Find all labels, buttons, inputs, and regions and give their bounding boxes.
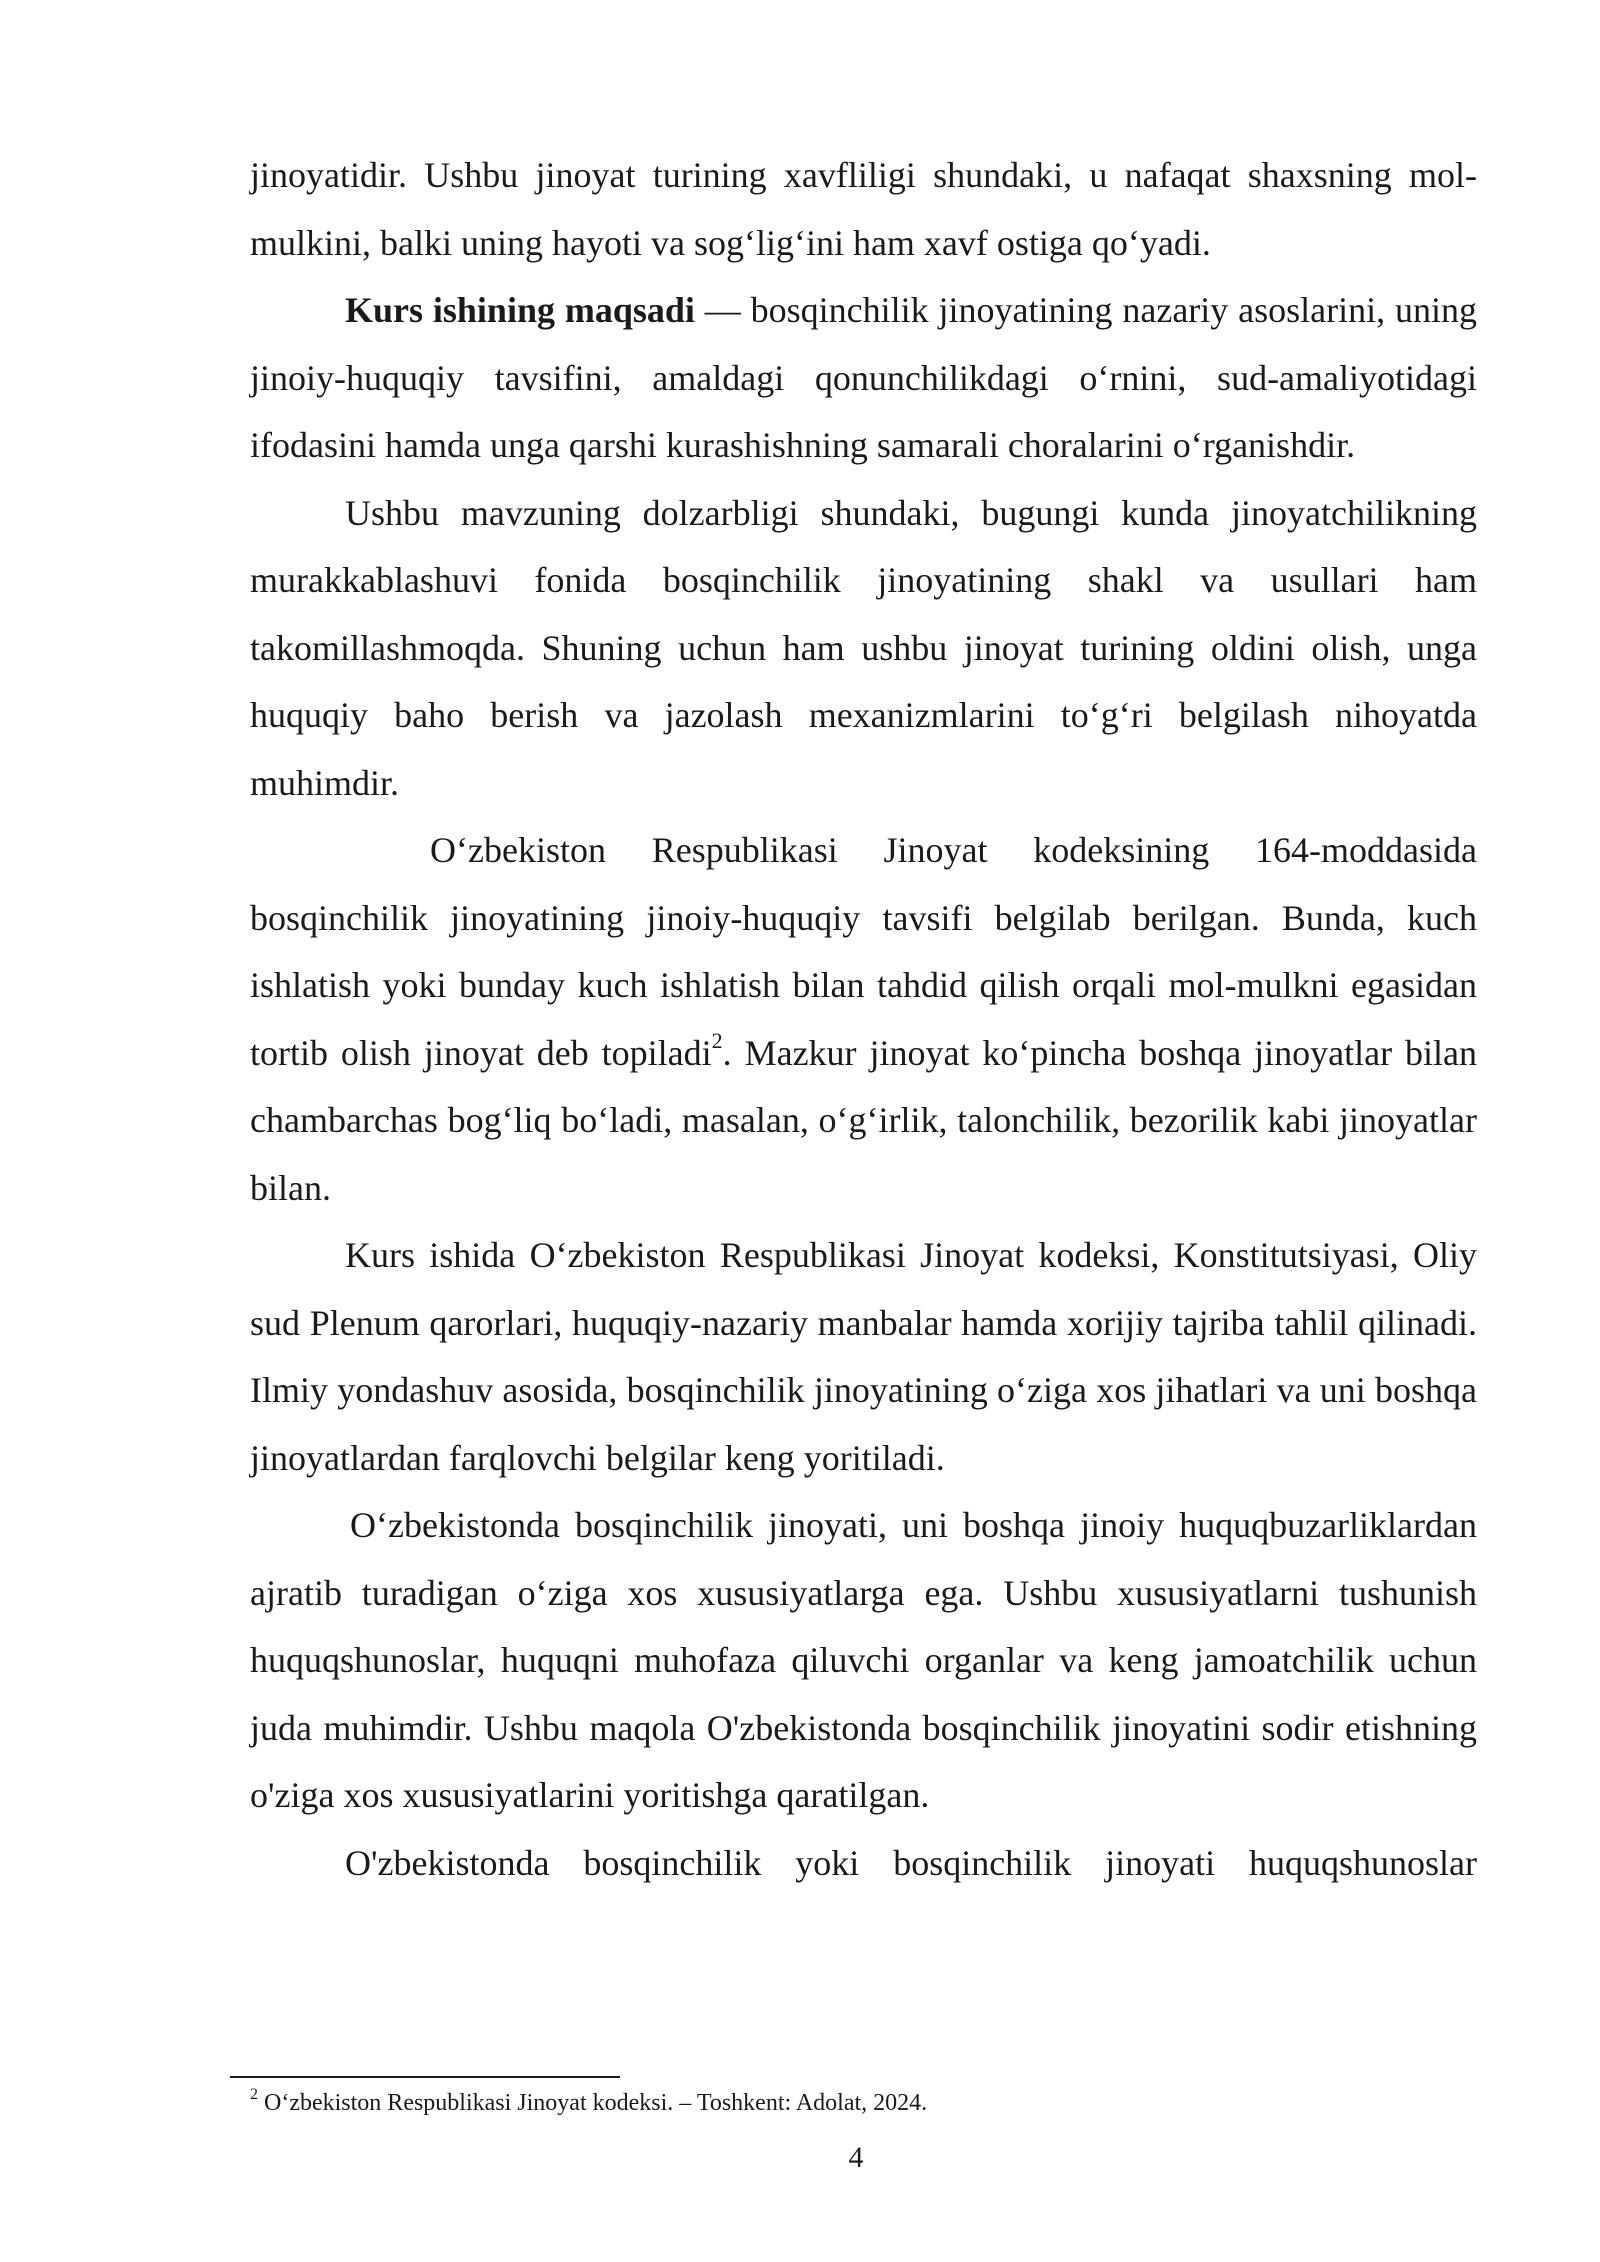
paragraph-continuation: jinoyatidir. Ushbu jinoyat turining xavfliligi shundaki, u nafaqat shaxsning mol-mulkini, balki uning hayoti va sog‘lig‘ini ham xavf ostiga qo‘yadi. xyxy=(250,155,1477,263)
paragraph-relevance: Ushbu mavzuning dolzarbligi shundaki, bugungi kunda jinoyatchilikning murakkablashuvi fonida bosqinchilik jinoyatining shakl va usullari ham takomillashmoqda. Shuning uchun ham ushbu jinoyat turining oldini olish, unga huquqiy baho berish va jazolash mexanizmlarini to‘g‘ri belgilash nihoyatda muhimdir. xyxy=(250,492,1477,803)
footnote-number: 2 xyxy=(250,2086,258,2103)
paragraph-features: O‘zbekistonda bosqinchilik jinoyati, uni boshqa jinoiy huquqbuzarliklardan ajratib turadigan o‘ziga xos xususiyatlarga ega. Ushbu xususiyatlarni tushunish huquqshunoslar, huquqni muhofaza qiluvchi organlar va keng jamoatchilik uchun juda muhimdir. Ushbu maqola O'zbekistonda bosqinchilik jinoyatini sodir etishning o'ziga xos xususiyatlarini yoritishga qaratilgan. xyxy=(250,1505,1477,1815)
paragraph-sources: Kurs ishida O‘zbekiston Respublikasi Jinoyat kodeksi, Konstitutsiyasi, Oliy sud Plenum qarorlari, huquqiy-nazariy manbalar hamda xorijiy tajriba tahlil qilinadi. Ilmiy yondashuv asosida, bosqinchilik jinoyatining o‘ziga xos jihatlari va uni boshqa jinoyatlardan farqlovchi belgilar keng yoritiladi. xyxy=(250,1235,1477,1478)
footnote-reference[interactable]: 2 xyxy=(711,1027,723,1053)
criminal-code-text-before: O‘zbekiston Respublikasi Jinoyat kodeksining 164-moddasida bosqinchilik jinoyatining jinoiy-huquqiy tavsifi belgilab berilgan. Bunda, kuch ishlatish yoki bunday kuch ishlatish bilan tahdid qilish orqali mol-mulkni egasidan tortib olish jinoyat deb topiladi xyxy=(250,830,1477,1073)
footnote-text: O‘zbekiston Respublikasi Jinoyat kodeksi. – Toshkent: Adolat, 2024. xyxy=(264,2090,928,2116)
paragraph-continues-next-page: O'zbekistonda bosqinchilik yoki bosqinchilik jinoyati huquqshunoslar xyxy=(345,1842,1477,1883)
body-text xyxy=(250,142,1477,1897)
page-number: 4 xyxy=(848,2141,864,2174)
course-aim-heading: Kurs ishining maqsadi xyxy=(345,290,695,330)
paragraph-criminal-code xyxy=(250,817,1477,1222)
footnote xyxy=(250,2088,927,2118)
footnote-separator xyxy=(230,2076,620,2078)
paragraph-course-aim xyxy=(250,277,1477,480)
criminal-code-text-after: . Mazkur jinoyat ko‘pincha boshqa jinoyatlar bilan chambarchas bog‘liq bo‘ladi, masalan, o‘g‘irlik, talonchilik, bezorilik kabi jinoyatlar bilan. xyxy=(250,1032,1477,1208)
course-aim-text: — bosqinchilik jinoyatining nazariy asoslarini, uning jinoiy-huquqiy tavsifini, amaldagi qonunchilikdagi o‘rnini, sud-amaliyotidagi ifodasini hamda unga qarshi kurashishning samarali choralarini o‘rganishdir. xyxy=(250,290,1477,465)
